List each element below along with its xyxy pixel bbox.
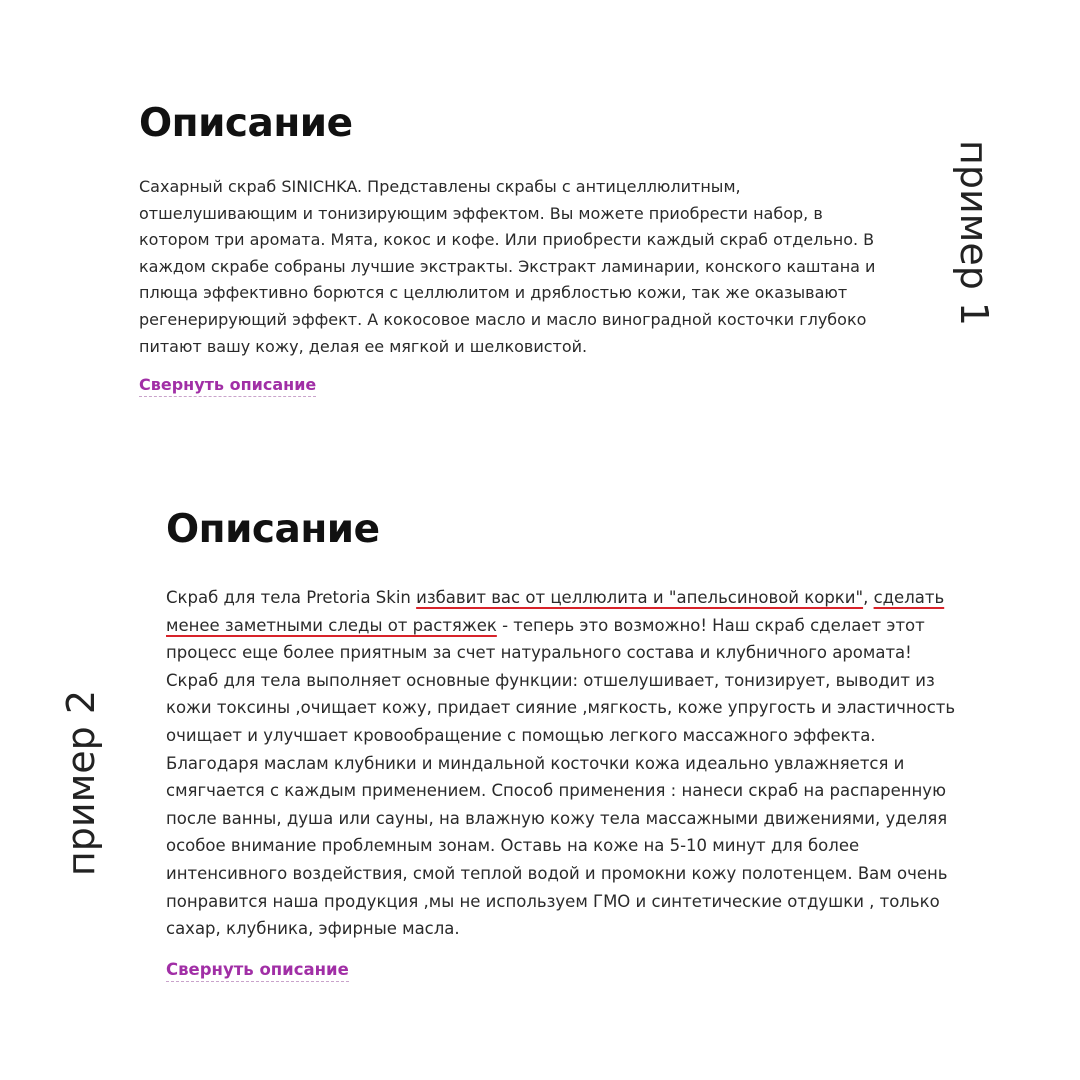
- example-1-label: пример 1: [952, 140, 996, 327]
- description-heading: Описание: [166, 507, 380, 552]
- description-text: Сахарный скраб SINICHKA. Представлены скрабы с антицеллюлитным, отшелушивающим и тонизирующим эффектом. Вы можете приобрести набор, в котором три аромата. Мята, кокос и кофе. Или приобрести каждый скраб отдельно. В каждом скрабе собраны лучшие экстракты. Экстракт ламинарии, конского каштана и плюща эффективно борются с целлюлитом и дряблостью кожи, так же оказывают регенерирующий эффект. А кокосовое масло и масло виноградной косточки глубоко питают вашу кожу, делая ее мягкой и шелковистой.: [139, 177, 876, 356]
- description-section-example-2: [166, 506, 966, 982]
- description-text: [166, 584, 956, 943]
- collapse-description-link[interactable]: Свернуть описание: [166, 959, 349, 982]
- description-section-example-1: [139, 100, 899, 397]
- highlighted-phrase-stretch-marks: сделать менее заметными следы от растяжек: [166, 588, 945, 635]
- description-rest: - теперь это возможно! Наш скраб сделает этот процесс еще более приятным за счет натурального состава и клубничного аромата! Скраб для тела выполняет основные функции: отшелушивает, тонизирует, выводит из кожи токсины ,очищает кожу, придает сияние ,мягкость, коже упругость и эластичность очищает и улучшает кровообращение с помощью легкого массажного эффекта. Благодаря маслам клубники и миндальной косточки кожа идеально увлажняется и смягчается с каждым применением. Способ применения : нанеси скраб на распаренную после ванны, душа или сауны, на влажную кожу тела массажными движениями, уделяя особое внимание проблемным зонам. Оставь на коже на 5-10 минут для более интенсивного воздействия, смой теплой водой и промокни кожу полотенцем. Вам очень понравится наша продукция ,мы не используем ГМО и синтетические отдушки , только сахар, клубника, эфирные масла.: [166, 615, 956, 939]
- collapse-description-link[interactable]: Свернуть описание: [139, 374, 316, 397]
- description-intro: Скраб для тела Pretoria Skin: [166, 588, 417, 607]
- highlighted-phrase-cellulite: избавит вас от целлюлита и "апельсиновой корки": [416, 588, 864, 607]
- description-heading: Описание: [139, 101, 353, 146]
- description-separator: ,: [863, 588, 874, 607]
- example-2-label: пример 2: [59, 690, 103, 877]
